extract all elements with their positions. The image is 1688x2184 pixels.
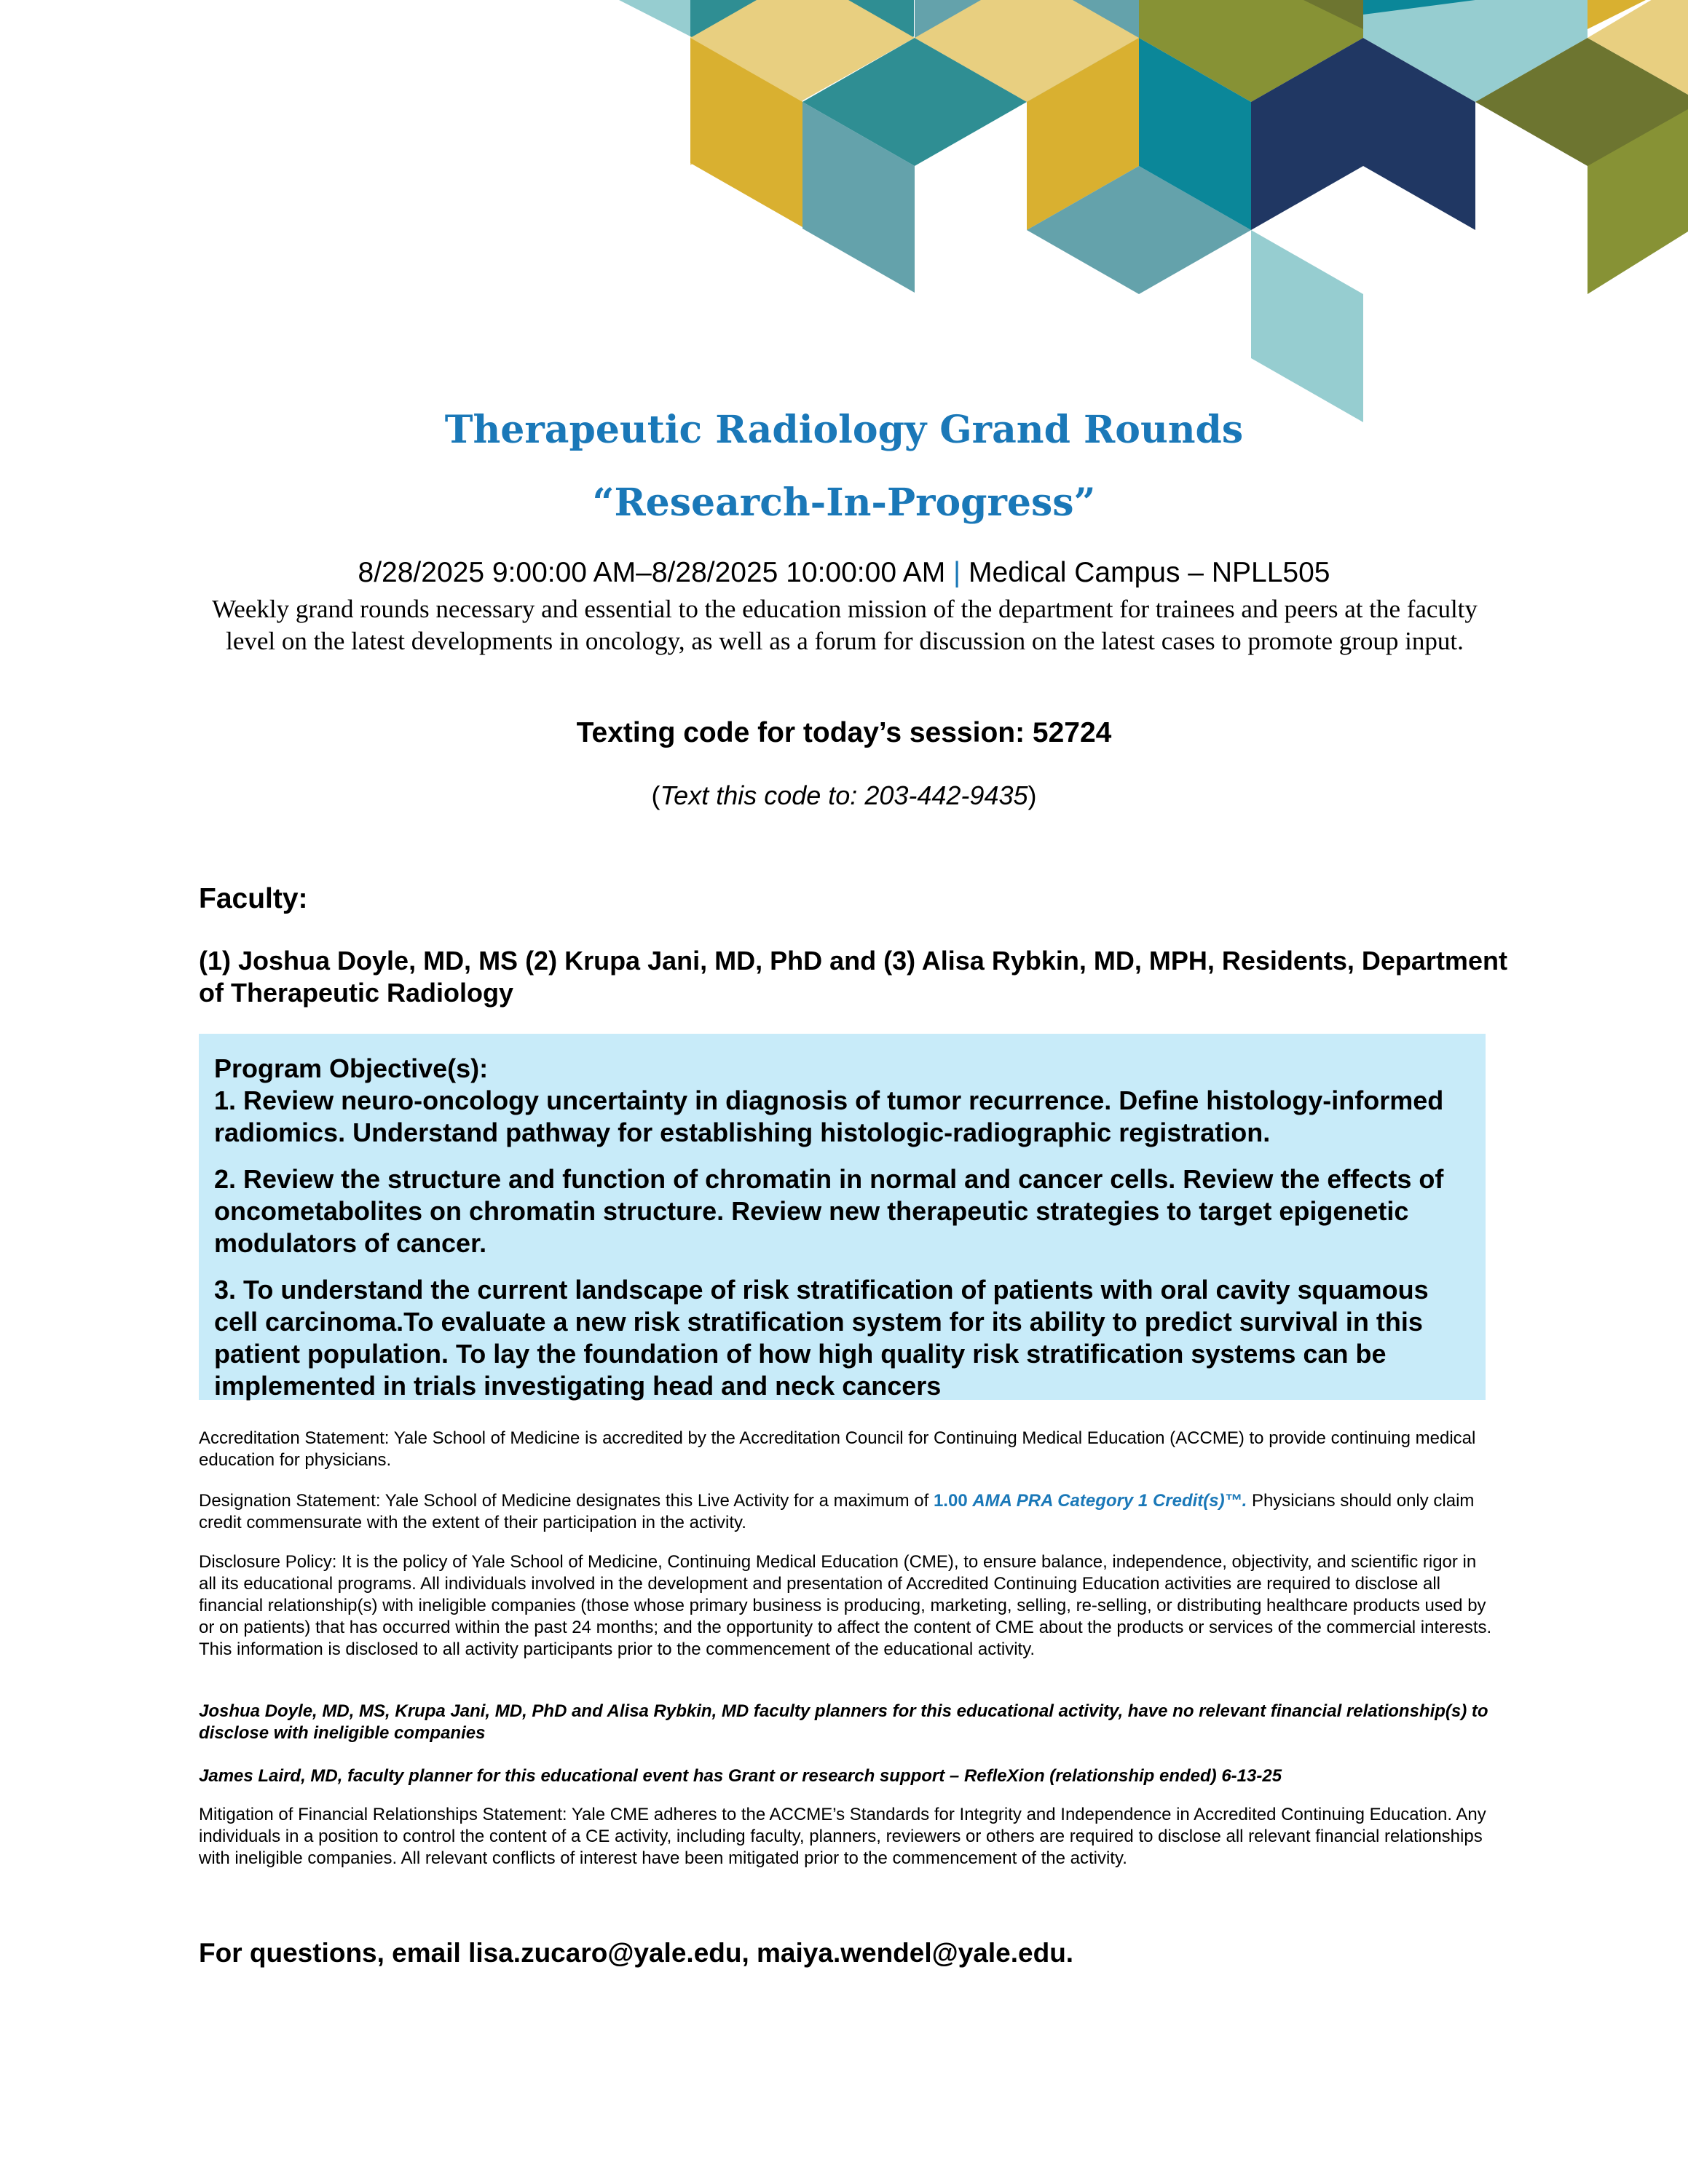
text-to-line: (Text this code to: 203-442-9435) — [651, 780, 1037, 810]
planner-disclosure-2: James Laird, MD, faculty planner for this educational event has Grant or research support – RefleXion (relationship ended) 6-13-25 — [199, 1766, 1282, 1786]
designation-statement — [199, 1490, 1495, 1534]
designation-prefix: Designation Statement: Yale School of Medicine designates this Live Activity for a maximum of — [199, 1491, 934, 1511]
text-to-prefix: Text this code to: — [660, 780, 865, 810]
event-description: Weekly grand rounds necessary and essential to the education mission of the department for trainees and peers at the faculty level on the latest developments in oncology, as well as a forum for discussion on the latest cases to promote group input. — [212, 595, 1478, 655]
event-datetime-location — [0, 557, 1688, 589]
text-to-number: 203-442-9435 — [864, 780, 1028, 810]
objectives-heading: Program Objective(s): — [214, 1053, 489, 1083]
designation-suffix: Physicians should only claim credit commensurate with the extent of their participation in the activity. — [199, 1491, 1475, 1532]
objective-item: 2. Review the structure and function of chromatin in normal and cancer cells. Review the effects of oncometabolites on chromatin structure. Review new therapeutic strategies to target epigenetic modulators of cancer. — [214, 1164, 1444, 1258]
hex-cube-decoration — [0, 0, 1688, 437]
objective-item: 1. Review neuro-oncology uncertainty in diagnosis of tumor recurrence. Define histology-informed radiomics. Understand pathway for establishing histologic-radiographic registration. — [214, 1085, 1444, 1147]
disclosure-policy: Disclosure Policy: It is the policy of Yale School of Medicine, Continuing Medical Education (CME), to ensure balance, independence, objectivity, and scientific rigor in all its educational programs. All individuals involved in the development and presentation of Accredited Continuing Education activities are required to disclose all financial relationship(s) with ineligible companies (those whose primary business is producing, marketing, selling, re-selling, or distributing healthcare products used by or on patients) that has occurred within the past 24 months; and the opportunity to affect the content of CME about the products or services of the commercial interests. This information is disclosed to all activity participants prior to the commencement of the educational activity. — [199, 1552, 1492, 1659]
separator: | — [953, 557, 961, 588]
faculty-names: (1) Joshua Doyle, MD, MS (2) Krupa Jani, MD, PhD and (3) Alisa Rybkin, MD, MPH, Residents, Department of Therapeutic Radiology — [199, 946, 1507, 1008]
planner-disclosure-1: Joshua Doyle, MD, MS, Krupa Jani, MD, PhD and Alisa Rybkin, MD faculty planners for this educational activity, have no relevant financial relationship(s) to disclose with ineligible companies — [199, 1701, 1488, 1743]
faculty-heading: Faculty: — [199, 883, 308, 914]
objective-item: 3. To understand the current landscape of risk stratification of patients with oral cavity squamous cell carcinoma.To evaluate a new risk stratification system for its ability to predict survival in this patient population. To lay the foundation of how high quality risk stratification systems can be implemented in trials investigating head and neck cancers — [214, 1275, 1429, 1401]
event-location: Medical Campus – NPLL505 — [969, 557, 1330, 588]
contact-line: For questions, email lisa.zucaro@yale.edu, maiya.wendel@yale.edu. — [199, 1938, 1074, 1968]
objectives-box — [199, 1034, 1486, 1400]
mitigation-statement: Mitigation of Financial Relationships Statement: Yale CME adheres to the ACCME’s Standards for Integrity and Independence in Accredited Continuing Education. Any individuals in a position to control the content of a CE activity, including faculty, planners, reviewers or others are required to disclose all relevant financial relationships with ineligible companies. All relevant conflicts of interest have been mitigated prior to the commencement of the activity. — [199, 1805, 1486, 1868]
page-title: Therapeutic Radiology Grand Rounds — [444, 408, 1244, 452]
event-datetime: 8/28/2025 9:00:00 AM–8/28/2025 10:00:00 AM — [358, 557, 946, 588]
credit-label: AMA PRA Category 1 Credit(s)™. — [972, 1491, 1247, 1511]
page-subtitle: “Research-In-Progress” — [592, 480, 1096, 525]
credit-amount — [934, 1491, 1247, 1511]
cube-face — [619, 0, 690, 36]
texting-code: Texting code for today’s session: 52724 — [576, 717, 1112, 748]
accreditation-statement: Accreditation Statement: Yale School of Medicine is accredited by the Accreditation Council for Continuing Medical Education (ACCME) to provide continuing medical education for physicians. — [199, 1428, 1476, 1470]
cube-face — [1251, 230, 1363, 422]
credit-number: 1.00 — [933, 1491, 968, 1511]
